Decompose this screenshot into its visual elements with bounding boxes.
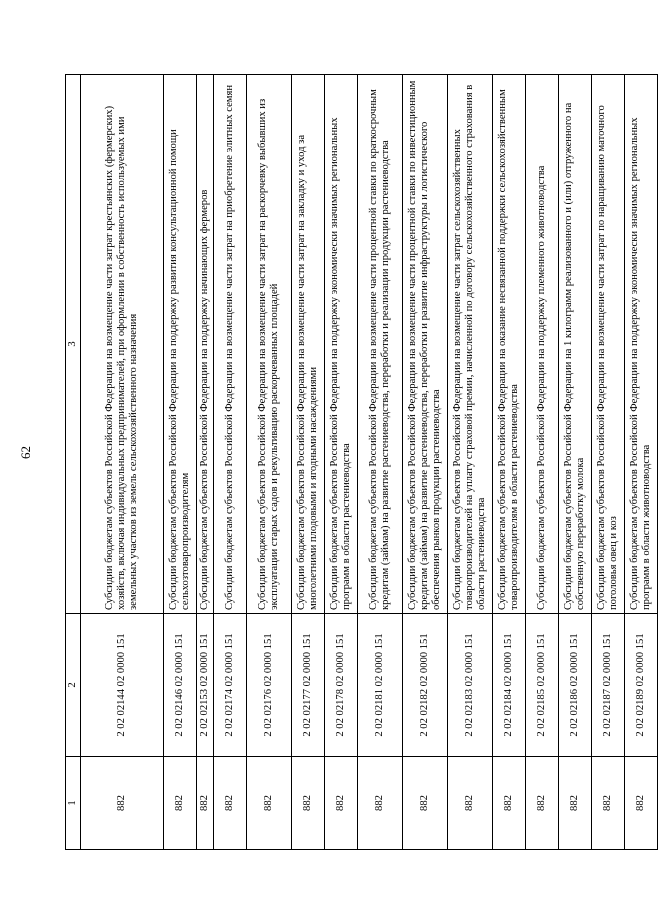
classification-code-cell: 2 02 02189 02 0000 151	[625, 614, 658, 757]
classification-code-cell: 2 02 02176 02 0000 151	[247, 614, 292, 757]
admin-code-cell: 882	[164, 757, 197, 850]
admin-code-cell: 882	[625, 757, 658, 850]
column-header-1: 1	[66, 757, 81, 850]
description-cell: Субсидии бюджетам субъектов Российской Федерации на оказание несвязанной поддержки сельскохозяйственным товаропроизводителям в области растениеводства	[493, 75, 526, 614]
classification-code-cell: 2 02 02185 02 0000 151	[526, 614, 559, 757]
classification-code-cell: 2 02 02144 02 0000 151	[81, 614, 164, 757]
description-cell: Субсидии бюджетам субъектов Российской Федерации на поддержку экономически значимых региональных программ в области животноводства	[625, 75, 658, 614]
classification-code-cell: 2 02 02186 02 0000 151	[559, 614, 592, 757]
classification-code-cell: 2 02 02182 02 0000 151	[403, 614, 448, 757]
table-row	[214, 75, 247, 850]
table-row	[592, 75, 625, 850]
classification-code-cell: 2 02 02178 02 0000 151	[325, 614, 358, 757]
admin-code-cell: 882	[214, 757, 247, 850]
classification-code-cell: 2 02 02181 02 0000 151	[358, 614, 403, 757]
description-cell: Субсидии бюджетам субъектов Российской Федерации на возмещение части затрат крестьянских (фермерских) хозяйств, включая индивидуальных предпринимателей, при оформлении в собственность используемых ими земельных участков из земель сельскохозяйственного назначения	[81, 75, 164, 614]
table-row	[526, 75, 559, 850]
table-row	[559, 75, 592, 850]
table-row	[292, 75, 325, 850]
classification-code-cell: 2 02 02146 02 0000 151	[164, 614, 197, 757]
admin-code-cell: 882	[81, 757, 164, 850]
admin-code-cell: 882	[448, 757, 493, 850]
admin-code-cell: 882	[559, 757, 592, 850]
table-row	[164, 75, 197, 850]
table-row	[81, 75, 164, 850]
table-row	[448, 75, 493, 850]
classification-code-cell: 2 02 02184 02 0000 151	[493, 614, 526, 757]
classification-code-cell: 2 02 02177 02 0000 151	[292, 614, 325, 757]
classification-code-cell: 2 02 02183 02 0000 151	[448, 614, 493, 757]
classification-code-cell: 2 02 02153 02 0000 151	[197, 614, 214, 757]
table-row	[247, 75, 292, 850]
description-cell: Субсидии бюджетам субъектов Российской Федерации на 1 килограмм реализованного и (или) отгруженного на собственную переработку молока	[559, 75, 592, 614]
description-cell: Субсидии бюджетам субъектов Российской Федерации на возмещение части процентной ставки по краткосрочным кредитам (займам) на развитие растениеводства, переработки и реализации продукции растениеводства	[358, 75, 403, 614]
table-body	[81, 75, 658, 850]
classification-code-cell: 2 02 02174 02 0000 151	[214, 614, 247, 757]
table-row	[358, 75, 403, 850]
classification-code-cell: 2 02 02187 02 0000 151	[592, 614, 625, 757]
description-cell: Субсидии бюджетам субъектов Российской Федерации на возмещение части затрат на раскорчевку выбывших из эксплуатации старых садов и рекультивацию раскорчеванных площадей	[247, 75, 292, 614]
description-cell: Субсидии бюджетам субъектов Российской Федерации на возмещение части затрат на закладку и уход за многолетними плодовыми и ягодными насаждениями	[292, 75, 325, 614]
description-cell: Субсидии бюджетам субъектов Российской Федерации на возмещение части затрат на приобретение элитных семян	[214, 75, 247, 614]
page-number: 62	[18, 446, 33, 459]
admin-code-cell: 882	[403, 757, 448, 850]
admin-code-cell: 882	[197, 757, 214, 850]
table-row	[625, 75, 658, 850]
admin-code-cell: 882	[592, 757, 625, 850]
budget-code-table	[65, 74, 658, 850]
admin-code-cell: 882	[247, 757, 292, 850]
table-row	[493, 75, 526, 850]
column-header-3: 3	[66, 75, 81, 614]
description-cell: Субсидии бюджетам субъектов Российской Федерации на поддержку начинающих фермеров	[197, 75, 214, 614]
description-cell: Субсидии бюджетам субъектов Российской Федерации на поддержку племенного животноводства	[526, 75, 559, 614]
column-header-2: 2	[66, 614, 81, 757]
description-cell: Субсидии бюджетам субъектов Российской Федерации на возмещение части процентной ставки по инвестиционным кредитам (займам) на развитие растениеводства, переработки и развитие инфраструктуры и логистического обеспечения рынков продукции растениеводства	[403, 75, 448, 614]
description-cell: Субсидии бюджетам субъектов Российской Федерации на возмещение части затрат по наращиванию маточного поголовья овец и коз	[592, 75, 625, 614]
table-row	[403, 75, 448, 850]
table-row	[197, 75, 214, 850]
admin-code-cell: 882	[325, 757, 358, 850]
admin-code-cell: 882	[358, 757, 403, 850]
admin-code-cell: 882	[526, 757, 559, 850]
table-row	[325, 75, 358, 850]
admin-code-cell: 882	[292, 757, 325, 850]
description-cell: Субсидии бюджетам субъектов Российской Федерации на поддержку экономически значимых региональных программ в области растениеводства	[325, 75, 358, 614]
admin-code-cell: 882	[493, 757, 526, 850]
description-cell: Субсидии бюджетам субъектов Российской Федерации на возмещение части затрат сельскохозяйственных товаропроизводителей на уплату страховой премии, начисленной по договору сельскохозяйственного страхования в области растениеводства	[448, 75, 493, 614]
description-cell: Субсидии бюджетам субъектов Российской Федерации на поддержку развития консультационной помощи сельхозтоваропроизводителям	[164, 75, 197, 614]
table-header-row	[66, 75, 81, 850]
